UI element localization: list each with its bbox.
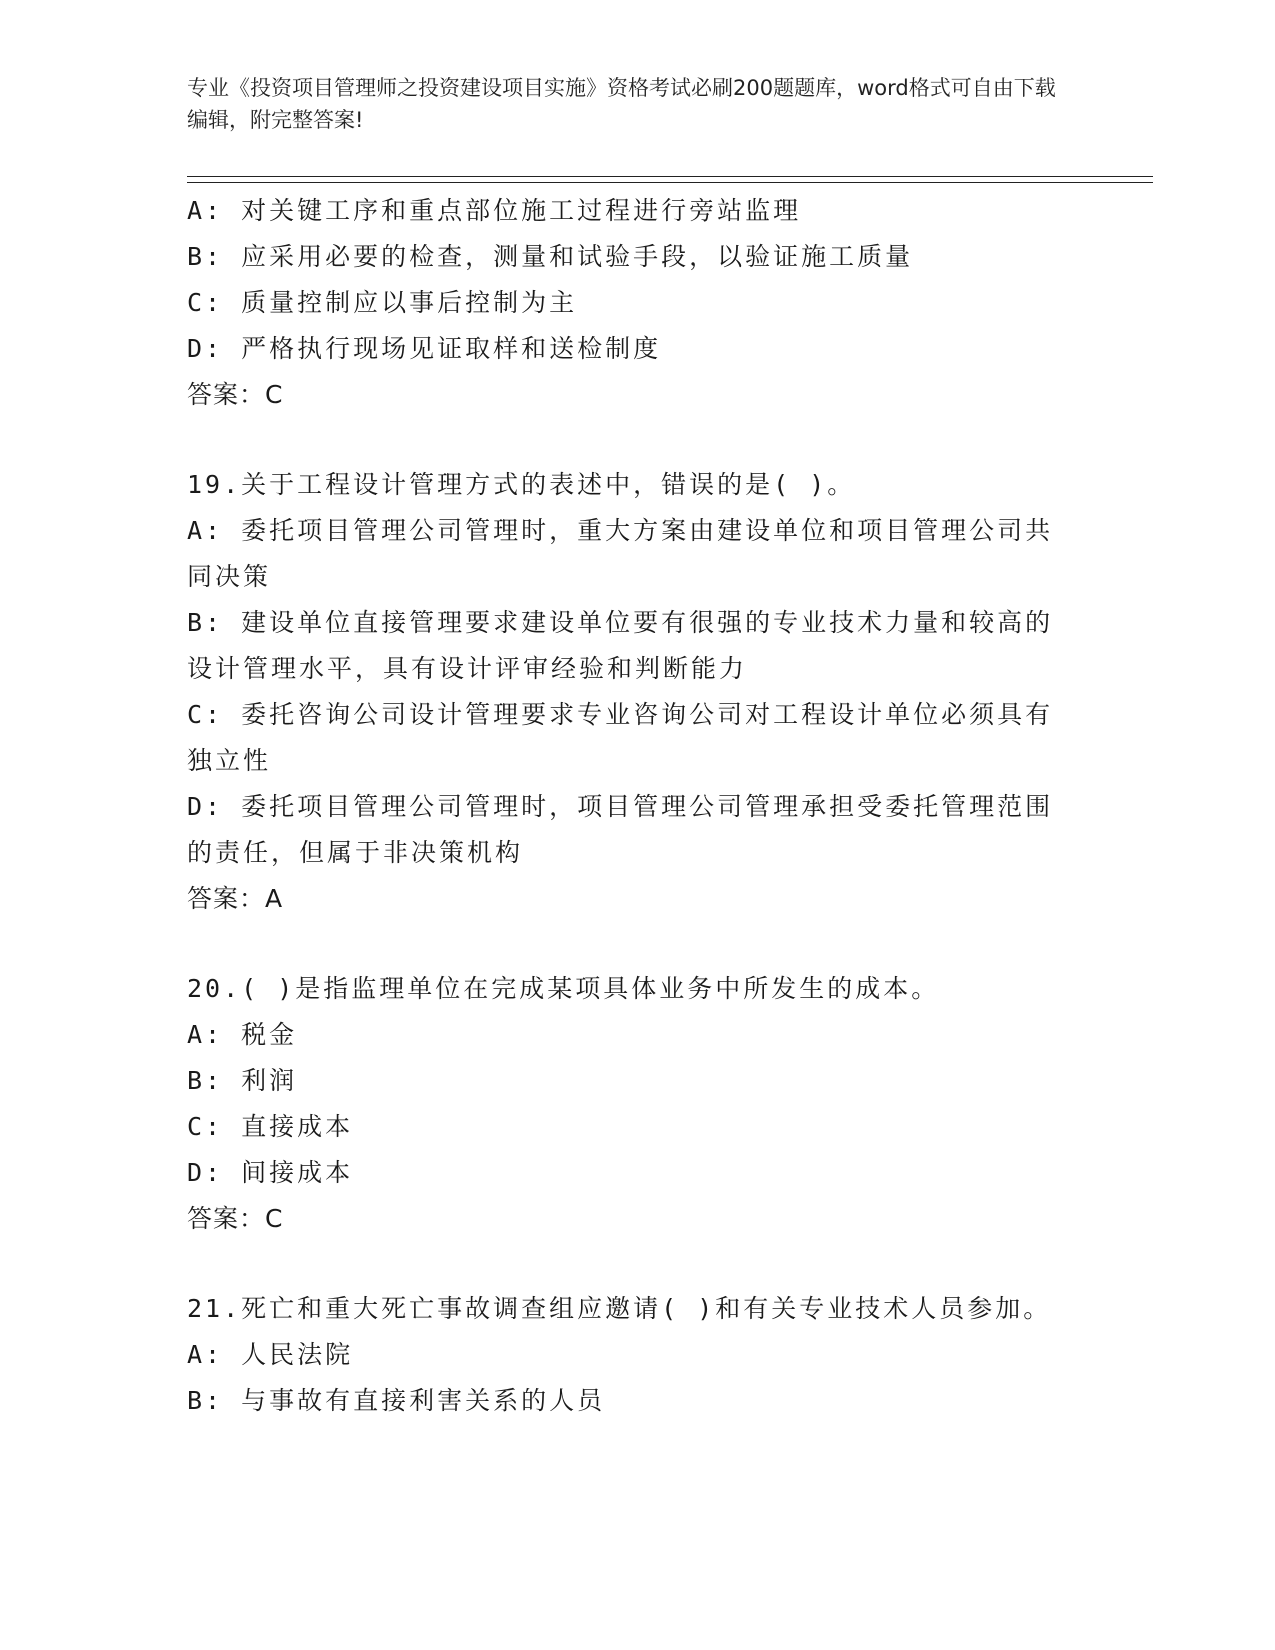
option-a: A: 委托项目管理公司管理时，重大方案由建设单位和项目管理公司共同决策	[187, 516, 1054, 591]
answer: 答案：C	[187, 1204, 284, 1233]
question-21	[187, 1286, 1087, 1424]
option-c: C: 委托咨询公司设计管理要求专业咨询公司对工程设计单位必须具有独立性	[187, 700, 1054, 775]
option-d: D: 间接成本	[187, 1158, 354, 1187]
option-b: B: 利润	[187, 1066, 298, 1095]
header-rule-bottom	[187, 182, 1153, 183]
answer: 答案：A	[187, 884, 284, 913]
option-b: B: 与事故有直接利害关系的人员	[187, 1386, 606, 1415]
question-text: 19.关于工程设计管理方式的表述中，错误的是( )。	[187, 470, 856, 499]
option-c: C: 直接成本	[187, 1112, 354, 1141]
option-a: A: 税金	[187, 1020, 298, 1049]
question-19	[187, 462, 1087, 922]
question-list	[187, 188, 1087, 1424]
option-b: B: 建设单位直接管理要求建设单位要有很强的专业技术力量和较高的设计管理水平，具有设计评审经验和判断能力	[187, 608, 1054, 683]
question-text: 20.( )是指监理单位在完成某项具体业务中所发生的成本。	[187, 974, 940, 1003]
document-header: 专业《投资项目管理师之投资建设项目实施》资格考试必刷200题题库，word格式可自由下载编辑，附完整答案!	[187, 76, 1056, 132]
option-c: C: 质量控制应以事后控制为主	[187, 288, 578, 317]
option-a: A: 对关键工序和重点部位施工过程进行旁站监理	[187, 196, 802, 225]
question-20	[187, 966, 1087, 1242]
option-d: D: 委托项目管理公司管理时，项目管理公司管理承担受委托管理范围的责任，但属于非决策机构	[187, 792, 1054, 867]
option-d: D: 严格执行现场见证取样和送检制度	[187, 334, 662, 363]
header-rule-top	[187, 176, 1153, 177]
option-b: B: 应采用必要的检查，测量和试验手段，以验证施工质量	[187, 242, 914, 271]
option-a: A: 人民法院	[187, 1340, 354, 1369]
question-18	[187, 188, 1087, 418]
question-text: 21.死亡和重大死亡事故调查组应邀请( )和有关专业技术人员参加。	[187, 1294, 1052, 1323]
answer: 答案：C	[187, 380, 284, 409]
